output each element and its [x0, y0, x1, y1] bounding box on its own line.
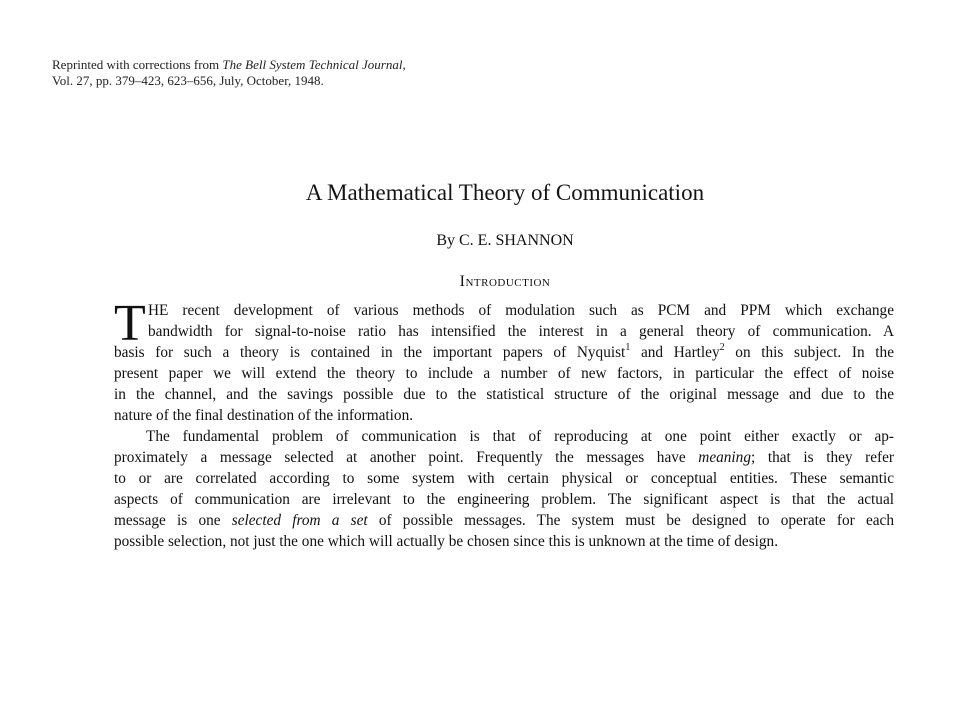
paragraph-line [114, 510, 894, 531]
drop-cap: T [114, 295, 146, 352]
paragraph-line [114, 342, 894, 363]
paragraph-line: present paper we will extend the theory to include a number of new factors, in particular the effect of noise [114, 365, 894, 382]
section-heading: Introduction [459, 273, 551, 290]
paragraph-line: aspects of communication are irrelevant to the engineering problem. The significant aspect is that the actual [114, 491, 894, 508]
footnote-ref-1: 1 [625, 341, 631, 353]
paragraph-line: The fundamental problem of communication is that of reproducing at one point either exactly or ap- [146, 428, 894, 445]
paper-body [114, 295, 894, 552]
reprint-notice [52, 57, 406, 89]
text-run: and Hartley [630, 344, 720, 361]
footnote-ref-2: 2 [719, 341, 725, 353]
paragraph-line: possible selection, not just the one which will actually be chosen since this is unknown at the time of design. [114, 533, 779, 550]
journal-name: The Bell System Technical Journal, [222, 57, 406, 72]
text-run: on this subject. In the [724, 344, 894, 361]
text-run: proximately a message selected at another point. Frequently the messages have [114, 449, 699, 466]
reprint-line-2: Vol. 27, pp. 379–423, 623–656, July, October, 1948. [52, 73, 324, 88]
paragraph-line [114, 447, 894, 468]
emphasis-selected: selected from a set [231, 512, 368, 529]
text-run: ; that is they refer [750, 449, 894, 466]
paper-title: A Mathematical Theory of Communication [305, 180, 705, 205]
paragraph-1 [114, 295, 894, 426]
reprint-prefix: Reprinted with corrections from [52, 57, 223, 72]
paragraph-line: nature of the final destination of the information. [114, 407, 414, 424]
author-byline: By C. E. SHANNON [436, 232, 574, 249]
paragraph-line: to or are correlated according to some system with certain physical or conceptual entities. These semantic [114, 470, 894, 487]
text-run: basis for such a theory is contained in the important papers of Nyquist [114, 344, 626, 361]
emphasis-meaning: meaning [698, 449, 751, 466]
paragraph-line: HE recent development of various methods of modulation such as PCM and PPM which exchange [148, 302, 894, 319]
paragraph-line: bandwidth for signal-to-noise ratio has intensified the interest in a general theory of communication. A [148, 323, 894, 340]
reprint-line-1 [52, 57, 406, 73]
paragraph-line: in the channel, and the savings possible due to the statistical structure of the original message and due to the [114, 386, 894, 403]
text-run: of possible messages. The system must be designed to operate for each [367, 512, 894, 529]
paragraph-2 [114, 426, 894, 552]
text-run: message is one [114, 512, 232, 529]
